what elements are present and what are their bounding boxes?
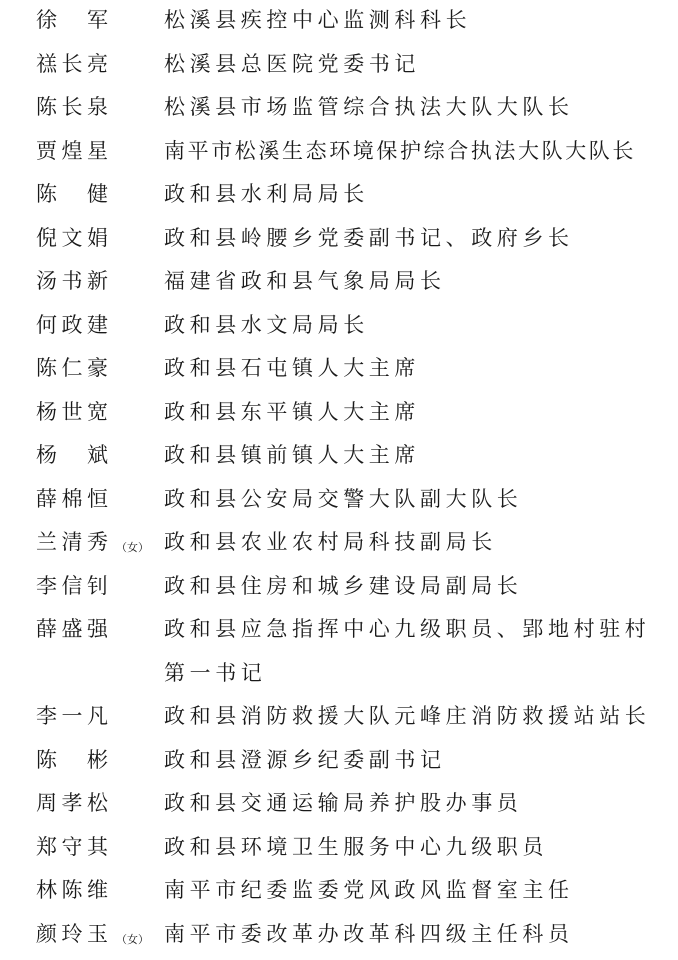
person-name: 李信钊	[36, 574, 108, 598]
list-item	[0, 0, 678, 40]
list-item	[0, 218, 678, 258]
person-name: 倪文娟	[36, 226, 108, 250]
list-item-continuation	[0, 653, 678, 693]
person-title: 南平市委改革办改革科四级主任科员	[164, 922, 574, 946]
gender-note: （女）	[116, 933, 149, 946]
person-title: 政和县澄源乡纪委副书记	[164, 748, 446, 772]
person-name: 林陈维	[36, 878, 108, 902]
person-title: 政和县住房和城乡建设局副局长	[164, 574, 523, 598]
list-item	[0, 261, 678, 301]
list-item	[0, 870, 678, 910]
person-title: 政和县交通运输局养护股办事员	[164, 791, 523, 815]
person-title: 政和县环境卫生服务中心九级职员	[164, 835, 548, 859]
person-name: 颜玲玉	[36, 922, 108, 946]
list-item	[0, 740, 678, 780]
person-title: 政和县东平镇人大主席	[164, 400, 420, 424]
list-item	[0, 609, 678, 649]
person-name: 周孝松	[36, 791, 108, 815]
person-title: 政和县水文局局长	[164, 313, 369, 337]
person-name: 陈仁豪	[36, 356, 108, 380]
person-name: 何政建	[36, 313, 108, 337]
list-item	[0, 479, 678, 519]
list-item	[0, 348, 678, 388]
person-name: 陈长泉	[36, 95, 108, 119]
person-name: 薛棉恒	[36, 487, 108, 511]
list-item	[0, 392, 678, 432]
person-name: 薛盛强	[36, 617, 108, 641]
person-name: 杨世宽	[36, 400, 108, 424]
list-item	[0, 914, 678, 954]
person-title: 政和县应急指挥中心九级职员、郢地村驻村	[164, 617, 651, 641]
person-title: 政和县水利局局长	[164, 182, 369, 206]
list-item	[0, 87, 678, 127]
person-name: 禚长亮	[36, 52, 108, 76]
list-item	[0, 827, 678, 867]
list-item	[0, 44, 678, 84]
person-title: 松溪县疾控中心监测科科长	[164, 8, 472, 32]
list-item	[0, 305, 678, 345]
person-title: 松溪县市场监管综合执法大队大队长	[164, 95, 574, 119]
person-title: 松溪县总医院党委书记	[164, 52, 420, 76]
list-item	[0, 174, 678, 214]
person-name: 郑守其	[36, 835, 108, 859]
person-title: 南平市松溪生态环境保护综合执法大队大队长	[164, 139, 636, 163]
person-name: 李一凡	[36, 704, 108, 728]
person-name: 陈 健	[36, 182, 108, 206]
person-name: 汤书新	[36, 269, 108, 293]
list-item	[0, 131, 678, 171]
person-title: 政和县公安局交警大队副大队长	[164, 487, 523, 511]
person-title-continuation: 第一书记	[164, 661, 267, 685]
person-title: 政和县镇前镇人大主席	[164, 443, 420, 467]
gender-note: （女）	[116, 541, 149, 554]
person-name: 贾煌星	[36, 139, 108, 163]
person-name: 陈 彬	[36, 748, 108, 772]
list-item	[0, 783, 678, 823]
person-title: 政和县消防救援大队元峰庄消防救援站站长	[164, 704, 651, 728]
person-name: 兰清秀	[36, 530, 108, 554]
list-item	[0, 435, 678, 475]
person-title: 政和县石屯镇人大主席	[164, 356, 420, 380]
person-title: 福建省政和县气象局局长	[164, 269, 446, 293]
list-item	[0, 566, 678, 606]
person-title: 政和县农业农村局科技副局长	[164, 530, 497, 554]
list-item	[0, 696, 678, 736]
person-name: 杨 斌	[36, 443, 108, 467]
person-title: 政和县岭腰乡党委副书记、政府乡长	[164, 226, 574, 250]
person-name: 徐 军	[36, 8, 108, 32]
person-title: 南平市纪委监委党风政风监督室主任	[164, 878, 574, 902]
list-item	[0, 522, 678, 562]
